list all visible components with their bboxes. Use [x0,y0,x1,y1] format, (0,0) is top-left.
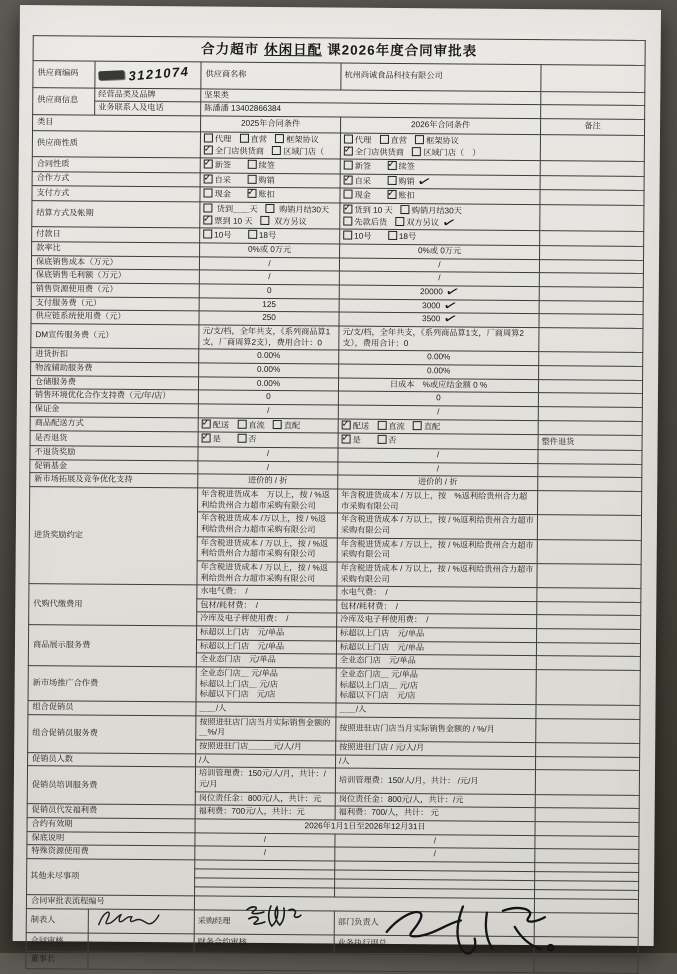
cell-c2026: 岗位责任金：800元/人，共计：/元 [335,793,535,808]
col-header-note: 备注 [540,118,644,135]
cell-c2025: 包材/耗材费： / [197,599,337,614]
cell-c2026: ✓ 是 否 [338,433,538,449]
cell-c2026: 10号 18号 [340,229,540,245]
table-row [30,487,642,516]
checkbox-unchecked-icon [273,420,282,429]
cell-c2025: 年含税进货成本 万以上，按 / %返利给贵州合力超市采购有限公司 [198,488,338,513]
category-value: 坚果类 [201,88,541,104]
cell-c2025: 代理 直营 框架协议 ✓全门店供货商 区域门店（ [200,132,340,159]
supplier-code-label: 供应商编码 [33,60,95,87]
checkbox-unchecked-icon [387,176,396,185]
checkbox-unchecked-icon [237,419,246,428]
cell-c2025: 0%或 0万元 [200,243,340,258]
cell-c2025: 250 [199,311,339,326]
note-cell [536,756,640,770]
cell-c2026: 0%或 0万元 [340,244,540,259]
cell-c2025: 标超以上门店 元/单品 [197,626,337,641]
cell-c2026: 年含税进货成本 / 万以上，按 / %返利给贵州合力超市采购有限公司 [337,562,537,588]
cell-c2025: 冷库及电子秤使用费： / [197,612,337,627]
row-label: 组合促销员 [28,701,196,716]
maker-label: 制表人 [26,908,88,932]
checkbox-unchecked-icon [247,160,256,169]
hand-check-mark: ✓ [439,212,458,232]
row-label: 商品配送方式 [30,416,198,432]
checkbox-checked-icon [387,161,396,170]
supplier-code-row [33,60,645,92]
checkbox-checked-icon [247,189,256,198]
cell-c2025: 货到＿＿天 购销月结30天 ✓票到 10 天 双方另议 [200,202,340,229]
finance-review-label: 财务合约审核 [194,934,334,954]
checkbox-unchecked-icon [203,189,212,198]
note-cell [537,563,641,588]
note-cell [540,246,644,260]
checkbox-unchecked-icon [377,420,386,429]
signature-row-1 [26,908,638,937]
note-cell [536,656,640,670]
note-cell [535,849,639,863]
cell-c2026: 包材/耗材费： / [337,600,537,615]
checkbox-unchecked-icon [343,231,352,240]
note-cell [536,670,640,706]
note-cell [536,642,640,656]
note-cell [541,64,645,92]
checkbox-unchecked-icon [247,175,256,184]
cell-c2025: /人 [196,754,336,769]
paper-sheet [13,5,661,964]
cell-c2026: 按照进驻店门店当月实际销售金额的 / %/月 [336,717,536,743]
checkbox-unchecked-icon [377,435,386,444]
note-cell [540,190,644,205]
checkbox-checked-icon [343,205,352,214]
row-label: DM宣传服务费（元） [31,324,199,350]
cell-c2025: / [198,447,338,462]
note-cell [540,161,644,176]
checkbox-unchecked-icon [240,134,249,143]
note-cell [538,393,642,407]
note-cell [536,705,640,719]
checkbox-unchecked-icon [395,217,404,226]
cell-c2025: 0 [199,284,339,299]
row-label: 促销员培训服务费 [27,766,195,805]
checkbox-unchecked-icon [266,204,275,213]
cell-c2025: / [195,846,335,861]
cell-c2026: 培训管理费：150/人/月，共计： /元/月 [335,768,535,794]
col-header-2026: 2026年合同条件 [341,117,541,135]
cell-c2026: 20000✓ [339,285,539,300]
cell-c2026: 年含税进货成本 / 万以上，按 %返利给贵州合力超市采购有限公司 [338,489,538,515]
cell-c2025: 福利费：700元/人，共计：元 [195,805,335,820]
cell-c2025: 年含税进货成本 /万以上，按 / %返利给贵州合力超市采购有限公司 [197,512,337,537]
cell-c2026: / [338,405,538,420]
cell-c2025: 10号 18号 [200,228,340,244]
cell-c2025: ✓ 是 否 [198,432,338,448]
row-label: 进货奖励约定 [29,487,198,586]
cell-c2025: 0.00% [199,349,339,364]
cell-c2026: 冷库及电子秤使用费： / [337,613,537,628]
note-cell [540,205,644,232]
note-cell [538,450,642,464]
cell-c2025: 现金 ✓账扣 [200,187,340,203]
checkbox-unchecked-icon [203,204,212,213]
note-cell [535,770,639,795]
cell-c2026: 福利费：700/人，共计： 元 [335,806,535,821]
checkbox-unchecked-icon [379,135,388,144]
contract-approval-table [25,35,645,973]
contact-value: 陈潘潘 13402866384 [201,102,541,118]
checkbox-checked-icon [204,145,213,154]
row-label: 付款日 [32,227,200,243]
cell-c2026: 年含税进货成本 / 万以上，按 / %返利给贵州合力超市采购有限公司 [337,513,537,539]
checkbox-unchecked-icon [261,216,270,225]
row-label: 销售环境优化合作支持费（元/年/店） [30,389,198,404]
note-cell [539,328,643,353]
cell-c2026: 全业态门店 元/单品 [336,654,536,669]
page-title: 合力超市 休闲日配 课2026年度合同审批表 [33,36,645,65]
cell-c2025: 进价的 / 折 [198,474,338,489]
cell-c2026: / [339,271,539,286]
checkbox-checked-icon [387,190,396,199]
note-cell [540,134,644,161]
hand-check-mark: ✓ [441,309,460,329]
cell-c2025: 标超以上门店 元/单品 [196,640,336,655]
row-label: 代购代缴费用 [29,584,197,626]
cell-c2026: / [338,462,538,477]
cell-c2026: 进价的 / 折 [338,475,538,490]
cell-c2025: 年含税进货成本 / 万以上，按 / %返利给贵州合力超市采购有限公司 [197,561,337,586]
cell-c2026: 新签 ✓续签 [340,159,540,175]
checkbox-checked-icon [202,434,211,443]
cell-c2026: ✓ 自采 购销✓ [340,174,540,190]
hand-check-mark: ✓ [441,295,460,315]
dept-head-label: 部门负责人 [337,917,379,927]
checkbox-checked-icon [204,160,213,169]
cell-c2025: 年含税进货成本 / 万以上，按 / %返利给贵州合力超市采购有限公司 [197,536,337,561]
cell-c2025: 0 [198,390,338,405]
row-label: 供应商性质 [32,130,200,158]
checkbox-unchecked-icon [248,230,257,239]
cell-c2026: ＿＿/人 [336,703,536,718]
note-cell [539,273,643,287]
note-cell [535,822,639,836]
cell-c2026: ✓货到 10 天 购销月结30天 先款后货 双方另议✓ [340,203,540,231]
contract-review-signature-cell [88,933,194,953]
col-header-2025: 2025年合同条件 [201,116,341,133]
row-label: 保底销售成本（万元） [31,255,199,270]
note-cell [534,899,638,913]
biz-vp-label: 业务执行副总 [334,935,534,956]
cell-c2025: 水电气费： / [197,585,337,600]
cell-c2026: 0 [338,391,538,406]
row-label: 组合促销员服务费 [28,714,196,753]
cell-c2025: 0.00% [198,377,338,392]
row-label: 支付方式 [32,186,200,202]
cell-c2026: 3500✓ [339,312,539,327]
row-label: 特殊资源使用费 [27,845,195,860]
row-label: 款率比 [32,242,200,257]
cell-c2025: 全业态门店 元/单品 [196,653,336,668]
cell-c2026: ✓ 配送 直流 直配 [338,419,538,435]
cell-c2025: ✓ 自采 购销 [200,173,340,189]
checkbox-unchecked-icon [415,135,424,144]
note-cell [538,477,642,491]
note-cell [537,515,641,540]
note-cell [539,352,643,366]
row-label: 合作方式 [32,171,200,187]
checkbox-unchecked-icon [272,146,281,155]
cell-c2026: 全业态门店＿ 元/单品 标超以上门店＿ 元/店 标超以下门店 元/店 [336,668,536,705]
row-label: 保底说明 [27,831,195,846]
checkbox-checked-icon [342,435,351,444]
cell-c2025: / [198,404,338,419]
note-cell: 整件退货 [538,435,642,450]
category-label: 经营品类及品牌 [95,88,201,102]
row-label: 合同审批表流程编号 [26,895,194,910]
cell-c2026: / [338,448,538,463]
cell-c2026: 0.00% [339,364,539,379]
checkbox-unchecked-icon [413,421,422,430]
cell-c2025: 按照进驻店门店当月实际销售金额的＿%/月 [196,716,336,741]
cell-c2026: 代理 直营 框架协议 ✓全门店供货商 区域门店（ ） [340,133,540,161]
note-cell [538,420,642,435]
checkbox-unchecked-icon [203,230,212,239]
note-cell [538,407,642,421]
row-label: 物流辅助服务费 [31,362,199,377]
checkbox-checked-icon [344,175,353,184]
row-label: 合同性质 [32,157,200,173]
table-row [28,714,640,743]
checkbox-unchecked-icon [343,190,352,199]
pen-scribble [98,71,124,81]
checkbox-unchecked-icon [388,231,397,240]
note-cell [534,912,638,937]
cell-c2025: 岗位责任金：800元/人，共计：元 [195,792,335,807]
cell-c2026: 按照进驻门店 / 元/人/月 [336,741,536,756]
cell-c2026: 3000✓ [339,299,539,314]
row-label: 其他未尽事项 [27,859,195,896]
checkbox-unchecked-icon [343,216,352,225]
supplier-name-label: 供应商名称 [201,61,341,89]
checkbox-unchecked-icon [204,133,213,142]
cell-c2025: / [198,461,338,476]
title-underlined-course: 休闲日配 [264,41,323,58]
note-cell [539,314,643,328]
row-label: 进货折扣 [31,348,199,363]
maker-signature [95,906,175,935]
note-cell [539,287,643,301]
supplier-info-label: 供应商信息 [33,87,95,115]
cell-c2026: 标超以上门店 元/单品 [337,627,537,642]
cell-c2026: 现金 ✓账扣 [340,189,540,205]
col-header-category: 类目 [33,114,201,131]
note-cell [537,588,641,602]
cell-c2025: 元/支/档，全年共支，《系列商品算1支，厂商周算2支），费用合计：0 [199,325,339,350]
note-cell [536,743,640,757]
table-row [27,766,639,795]
contact-label: 业务联系人及电话 [95,101,201,115]
row-label: 新市场推广合作费 [28,666,196,702]
checkbox-checked-icon [203,215,212,224]
dept-head-cell [334,911,534,937]
cell-c2026: 元/支/档，全年共支，《系列商品算1支，厂商周算2支），费用合计：0 [339,326,539,352]
row-label: 销售资源使用费（元） [31,283,199,298]
note-cell [538,491,642,516]
note-cell [534,955,638,973]
condition-rows-block [26,130,644,913]
note-cell [536,718,640,743]
signature-block [26,908,638,973]
cell-c2026: / [335,834,535,849]
row-label: 促销基金 [30,459,198,474]
note-cell [539,366,643,380]
checkbox-checked-icon [344,146,353,155]
cell-c2025: / [195,833,335,848]
row-label: 促销员代发福利费 [27,804,195,819]
supplier-code-value [95,61,201,89]
note-cell [535,808,639,822]
row-label: 结算方式及帐期 [32,201,200,229]
cell-c2025: 全业态门店＿ 元/单品 标超以上门店＿ 元/店 标超以下门店 元/店 [196,667,336,703]
contract-review-label: 合同审核 [26,932,88,951]
cell-c2025: / [199,270,339,285]
note-cell [538,463,642,477]
note-cell [537,615,641,629]
row-label: 合约有效期 [27,818,195,833]
row-label: 仓储服务费 [30,375,198,390]
chairman-label: 董事长 [26,951,88,968]
cell-c2026: 水电气费： / [337,586,537,601]
checkbox-unchecked-icon [344,134,353,143]
hand-check-mark: ✓ [443,281,462,302]
checkbox-unchecked-icon [237,434,246,443]
row-label: 促销员人数 [28,752,196,767]
cell-c2025: ＿＿/人 [196,702,336,717]
note-cell [537,629,641,643]
handwritten-supplier-code: 3121074 [127,63,191,84]
checkbox-unchecked-icon [275,134,284,143]
chairman-signature-cell [88,952,534,973]
cell-c2025: 2026年1月1日至2026年12月31日 [195,819,535,835]
note-cell [535,794,639,808]
cell-c2026: 日成本 %或应结金额 0 % [338,378,538,393]
cell-c2026: / [339,258,539,273]
signature-row-3 [26,951,638,973]
note-cell [539,259,643,273]
cell-c2026: 年含税进货成本 / 万以上，按 / %返利给贵州合力超市采购有限公司 [337,538,537,564]
checkbox-unchecked-icon [412,147,421,156]
maker-signature-cell [88,909,194,934]
row-label: 供应链系统使用费（元） [31,310,199,325]
checkbox-checked-icon [202,419,211,428]
checkbox-checked-icon [342,420,351,429]
cell-c2026: 0.00% [339,350,539,365]
supplier-name-value: 杭州尚诚食品科技有限公司 [341,63,541,92]
row-label: 商品展示服务费 [28,625,196,667]
buyer-manager-label: 采购经理 [197,916,231,926]
cell-c2026: 标超以上门店 元/单品 [336,641,536,656]
cell-c2025: 0.00% [199,363,339,378]
note-cell [534,936,638,956]
cell-c2025: 125 [199,298,339,313]
row-label: 是否退货 [30,431,198,447]
cell-c2025: ✓ 配送 直流 直配 [198,418,338,434]
note-cell [537,539,641,564]
row-label: 新市场拓展及竞争优化支持 [30,473,198,488]
buyer-manager-cell [194,910,334,935]
cell-c2025: 培训管理费：150元/人/月，共计：/ 元/月 [195,767,335,792]
row-label: 保证金 [30,403,198,418]
checkbox-checked-icon [204,174,213,183]
cell-c2026: /人 [336,755,536,770]
row-label: 保底销售毛利额（万元） [31,269,199,284]
cell-c2025: / [199,257,339,272]
note-cell [540,231,644,246]
cell-c2026: / [335,847,535,862]
table-row [28,666,640,706]
checkbox-unchecked-icon [401,205,410,214]
header-block [33,36,646,136]
note-cell [537,601,641,615]
note-cell [541,91,645,105]
note-cell [535,835,639,849]
note-cell [540,175,644,190]
row-label: 不退货奖励 [30,446,198,461]
hand-check-mark: ✓ [415,171,434,191]
note-cell [539,300,643,314]
cell-c2025: ✓ 新签 续签 [200,158,340,174]
row-label: 支付服务费（元） [31,296,199,311]
cell-c2025: 按照进驻门店＿＿＿元/人/月 [196,740,336,755]
note-cell [541,105,645,119]
note-cell [538,379,642,393]
checkbox-unchecked-icon [344,161,353,170]
